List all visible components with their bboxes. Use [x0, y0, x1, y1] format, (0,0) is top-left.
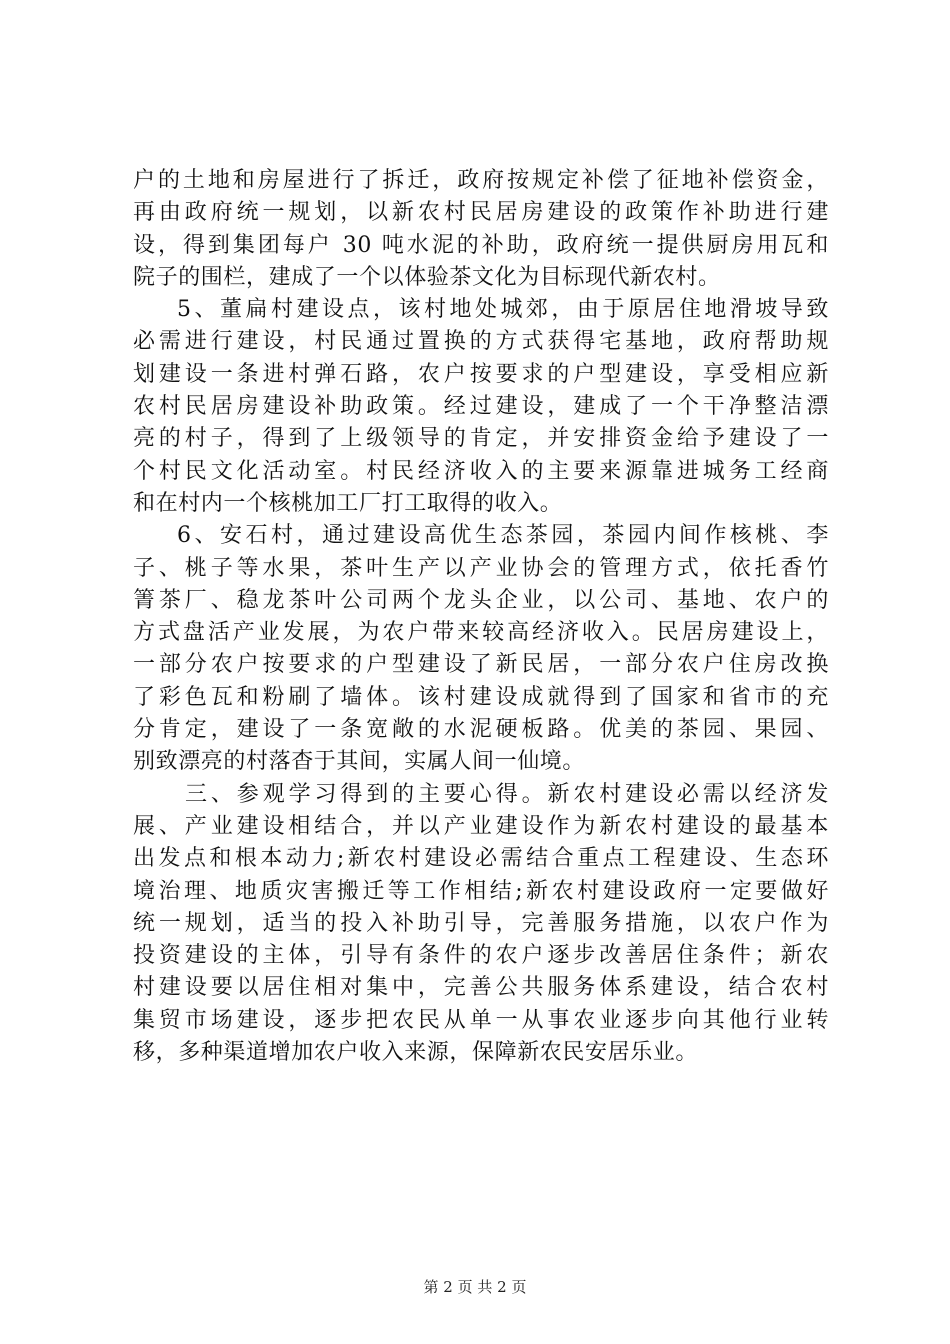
text-line: 出发点和根本动力;新农村建设必需结合重点工程建设、生态环 [133, 846, 829, 872]
text-line: 划建设一条进村弹石路，农户按要求的户型建设，享受相应新 [133, 361, 829, 387]
text-line: 投资建设的主体，引导有条件的农户逐步改善居住条件；新农 [133, 943, 829, 969]
text-line: 农村民居房建设补助政策。经过建设，建成了一个干净整洁漂 [133, 394, 829, 420]
text-line: 6、安石村，通过建设高优生态茶园，茶园内间作核桃、李 [177, 523, 829, 549]
text-line: 分肯定，建设了一条宽敞的水泥硬板路。优美的茶园、果园、 [133, 717, 829, 743]
page-footer [0, 1277, 950, 1297]
paragraph-section-3 [133, 779, 829, 1070]
text-line: 户的土地和房屋进行了拆迁，政府按规定补偿了征地补偿资金， [133, 168, 829, 193]
text-line: 方式盘活产业发展，为农户带来较高经济收入。民居房建设上， [133, 620, 829, 646]
paragraph-item-5 [133, 294, 829, 520]
text-line: 5、董扁村建设点，该村地处城郊，由于原居住地滑坡导致 [177, 297, 829, 323]
text-line: 设，得到集团每户 30 吨水泥的补助，政府统一提供厨房用瓦和 [133, 232, 829, 258]
text-line: 院子的围栏，建成了一个以体验茶文化为目标现代新农村。 [133, 264, 721, 290]
text-line: 箐茶厂、稳龙茶叶公司两个龙头企业，以公司、基地、农户的 [133, 587, 829, 613]
text-line: 村建设要以居住相对集中，完善公共服务体系建设，结合农村 [133, 975, 829, 1001]
text-line: 统一规划，适当的投入补助引导，完善服务措施，以农户作为 [133, 910, 829, 936]
text-line: 必需进行建设，村民通过置换的方式获得宅基地，政府帮助规 [133, 329, 829, 355]
text-line: 别致漂亮的村落杳于其间，实属人间一仙境。 [133, 749, 586, 775]
text-line: 一部分农户按要求的户型建设了新民居，一部分农户住房改换 [133, 652, 829, 678]
document-body [133, 165, 829, 1069]
text-line: 再由政府统一规划，以新农村民居房建设的政策作补助进行建 [133, 200, 829, 226]
text-line: 子、桃子等水果，茶叶生产以产业协会的管理方式，依托香竹 [133, 555, 829, 581]
page-number: 第 2 页 共 2 页 [423, 1278, 527, 1296]
text-line: 了彩色瓦和粉刷了墙体。该村建设成就得到了国家和省市的充 [133, 684, 829, 710]
text-line: 集贸市场建设，逐步把农民从单一从事农业逐步向其他行业转 [133, 1007, 829, 1033]
text-line: 展、产业建设相结合，并以产业建设作为新农村建设的最基本 [133, 813, 829, 839]
text-line: 亮的村子，得到了上级领导的肯定，并安排资金给予建设了一 [133, 426, 829, 452]
text-line: 和在村内一个核桃加工厂打工取得的收入。 [133, 490, 563, 516]
text-line: 境治理、地质灾害搬迁等工作相结;新农村建设政府一定要做好 [133, 878, 829, 904]
paragraph-continuation [133, 165, 829, 294]
paragraph-item-6 [133, 520, 829, 778]
text-line: 移，多种渠道增加农户收入来源，保障新农民安居乐业。 [133, 1040, 699, 1066]
text-line: 个村民文化活动室。村民经济收入的主要来源靠进城务工经商 [133, 458, 829, 484]
text-line: 三、参观学习得到的主要心得。新农村建设必需以经济发 [185, 781, 829, 807]
